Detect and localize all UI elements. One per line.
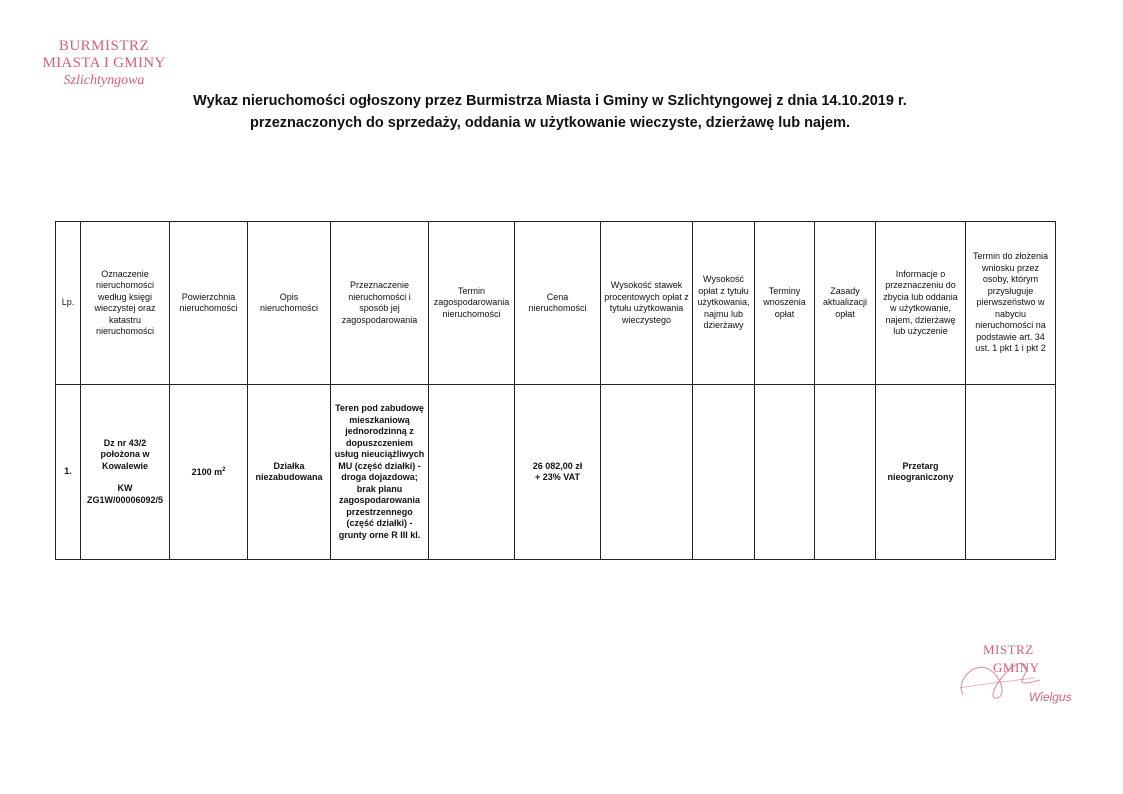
stamp-bottom-line-3: Wielgus xyxy=(1029,690,1072,704)
cell-term xyxy=(429,385,515,560)
header-price: Cena nieruchomości xyxy=(515,222,601,385)
cell-purpose: Teren pod zabudowę mieszkaniową jednorodzinną z dopuszczeniem usług nieuciążliwych MU (część działki) - droga dojazdowa; brak planu zagospodarowania przestrzennego (część działki) - grunty orne R III kl. xyxy=(331,385,429,560)
header-designation: Oznaczenie nieruchomości według księgi wieczystej oraz katastru nieruchomości xyxy=(81,222,170,385)
stamp-line-1: BURMISTRZ xyxy=(58,38,150,54)
header-lp: Lp. xyxy=(56,222,81,385)
cell-price xyxy=(515,385,601,560)
property-list-table xyxy=(55,221,1056,560)
title-line-2: przeznaczonych do sprzedaży, oddania w użytkowanie wieczyste, dzierżawę lub najem. xyxy=(249,115,851,131)
cell-info: Przetarg nieograniczony xyxy=(876,385,966,560)
header-purpose: Przeznaczenie nieruchomości i sposób jej zagospodarowania xyxy=(331,222,429,385)
cell-perpetual-rates xyxy=(601,385,693,560)
area-value: 2100 m xyxy=(191,467,223,478)
header-update-rules: Zasady aktualizacji opłat xyxy=(815,222,876,385)
stamp-bottom-line-1: MISTRZ xyxy=(983,642,1034,657)
cell-lp: 1. xyxy=(56,385,81,560)
price-amount: 26 082,00 zł xyxy=(532,460,583,471)
price-vat: + 23% VAT xyxy=(535,472,580,482)
stamp-line-3: Szlichtyngowa xyxy=(63,73,145,88)
designation-location: Dz nr 43/2 położona w Kowalewie xyxy=(100,437,150,471)
area-exponent: 2 xyxy=(222,467,226,474)
designation-kw: KW ZG1W/00006092/5 xyxy=(86,483,164,505)
header-payment-terms: Terminy wnoszenia opłat xyxy=(755,222,815,385)
burmistrz-stamp xyxy=(34,38,174,89)
cell-update-rules xyxy=(815,385,876,560)
cell-description: Działka niezabudowana xyxy=(248,385,331,560)
header-term: Termin zagospodarowania nieruchomości xyxy=(429,222,515,385)
header-area: Powierzchnia nieruchomości xyxy=(170,222,248,385)
table-row xyxy=(56,385,1056,560)
cell-lease-fees xyxy=(693,385,755,560)
header-row xyxy=(56,222,1056,385)
cell-area xyxy=(170,385,248,560)
document-title xyxy=(120,90,980,134)
title-line-1: Wykaz nieruchomości ogłoszony przez Burmistrza Miasta i Gminy w Szlichtyngowej z dnia 14.10.2019 r. xyxy=(193,93,907,109)
cell-designation xyxy=(81,385,170,560)
stamp-bottom-line-2: GMINY xyxy=(993,660,1040,675)
header-priority-deadline: Termin do złożenia wniosku przez osoby, którym przysługuje pierwszeństwo w nabyciu nieruchomości na podstawie art. 34 ust. 1 pkt 1 i pkt 2 xyxy=(966,222,1056,385)
cell-payment-terms xyxy=(755,385,815,560)
header-description: Opis nieruchomości xyxy=(248,222,331,385)
header-lease-fees: Wysokość opłat z tytułu użytkowania, najmu lub dzierżawy xyxy=(693,222,755,385)
header-perpetual-rates: Wysokość stawek procentowych opłat z tytułu użytkowania wieczystego xyxy=(601,222,693,385)
header-info: Informacje o przeznaczeniu do zbycia lub oddania w użytkowanie, najem, dzierżawę lub użyczenie xyxy=(876,222,966,385)
cell-priority-deadline xyxy=(966,385,1056,560)
stamp-line-2: MIASTA I GMINY xyxy=(42,55,166,71)
signature-stamp xyxy=(945,640,1085,710)
